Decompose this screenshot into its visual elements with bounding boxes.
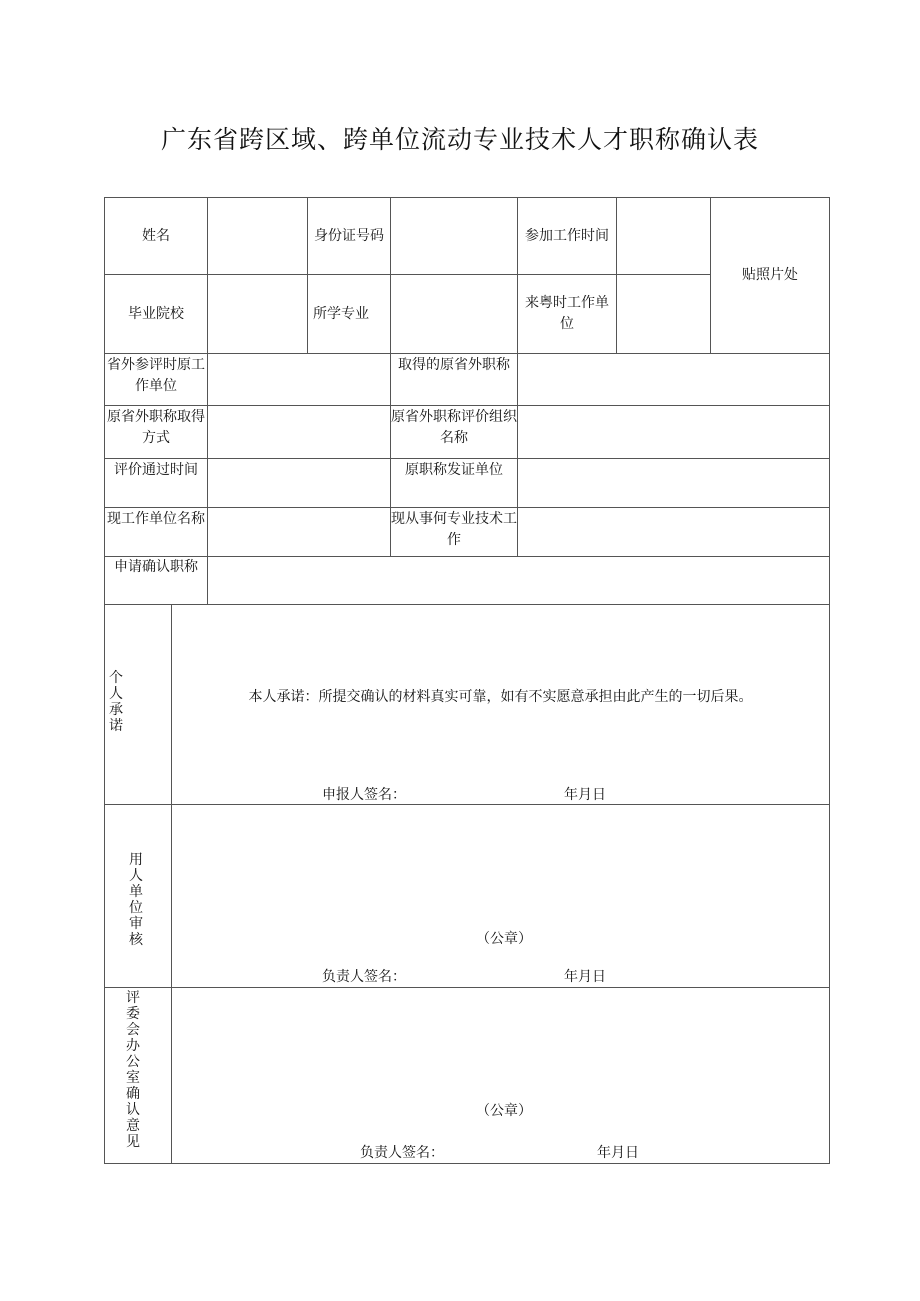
committee-opinion-label: 评委会办公室确认意见	[126, 990, 140, 1150]
photo-area[interactable]: 贴照片处	[742, 267, 798, 283]
pass-time-field[interactable]	[208, 459, 390, 507]
committee-seal: （公章）	[476, 1103, 532, 1119]
school-field[interactable]	[208, 275, 307, 353]
employer-date: 年月日	[564, 969, 606, 985]
apply-title-field[interactable]	[208, 557, 829, 604]
employer-seal: （公章）	[476, 931, 532, 947]
id-number-field[interactable]	[391, 198, 517, 274]
current-unit-label: 现工作单位名称	[107, 511, 205, 527]
applicant-signature-label: 申报人签名：	[322, 787, 406, 803]
obtain-method-label: 原省外职称取得方式	[107, 409, 205, 446]
orig-title-field[interactable]	[518, 354, 829, 405]
school-label: 毕业院校	[128, 305, 184, 322]
obtain-method-field[interactable]	[208, 406, 390, 458]
arrive-unit-field[interactable]	[617, 275, 710, 353]
work-start-field[interactable]	[617, 198, 710, 274]
cert-unit-label: 原职称发证单位	[405, 462, 503, 478]
employer-review-label: 用人单位审核	[129, 852, 143, 948]
current-work-field[interactable]	[518, 508, 829, 556]
committee-signature-label: 负责人签名：	[360, 1145, 444, 1161]
major-label: 所学专业	[313, 305, 369, 322]
eval-org-label: 原省外职称评价组织名称	[391, 409, 517, 446]
pass-time-label: 评价通过时间	[114, 462, 198, 478]
employer-signature-label: 负责人签名：	[322, 969, 406, 985]
orig-title-label: 取得的原省外职称	[398, 357, 510, 373]
commitment-text: 本人承诺：所提交确认的材料真实可靠，如有不实愿意承担由此产生的一切后果。	[248, 689, 753, 705]
committee-date: 年月日	[597, 1145, 639, 1161]
current-work-label: 现从事何专业技术工作	[391, 511, 517, 548]
apply-title-label: 申请确认职称	[114, 559, 198, 575]
commitment-section-label: 个人承诺	[109, 670, 123, 734]
id-number-label: 身份证号码	[314, 227, 384, 244]
name-field[interactable]	[208, 198, 307, 274]
eval-org-field[interactable]	[518, 406, 829, 458]
work-start-label: 参加工作时间	[525, 227, 609, 244]
page-title: 广东省跨区域、跨单位流动专业技术人才职称确认表	[160, 125, 759, 154]
arrive-unit-label: 来粤时工作单位	[525, 295, 609, 332]
applicant-date: 年月日	[564, 787, 606, 803]
orig-unit-field[interactable]	[208, 354, 390, 405]
orig-unit-label: 省外参评时原工作单位	[107, 357, 205, 394]
name-label: 姓名	[142, 227, 170, 244]
cert-unit-field[interactable]	[518, 459, 829, 507]
major-field[interactable]	[391, 275, 517, 353]
current-unit-field[interactable]	[208, 508, 390, 556]
